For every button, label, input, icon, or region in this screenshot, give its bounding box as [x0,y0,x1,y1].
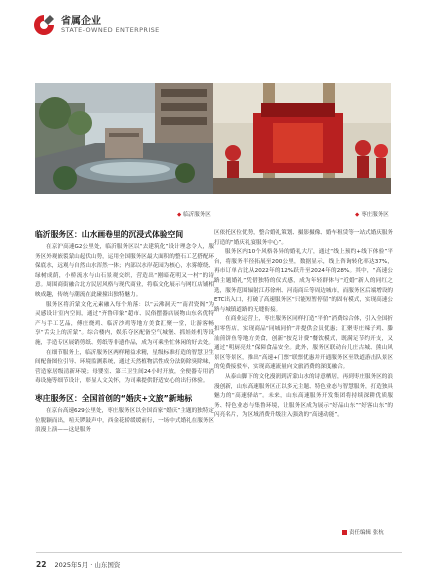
photo-caption: ◆ 临沂服务区 [177,212,211,218]
brand-logo-icon [33,14,55,36]
editor-credit: 责任编辑 张杭 [342,528,384,536]
section-heading: 枣庄服务区：全国首创的“婚庆+文旅”新地标 [35,393,193,403]
section-subtitle: STATE-OWNED ENTERPRISE [61,26,160,34]
body-paragraph: 区依托区位优势，整合婚礼策划、摄影摄像、婚车租赁等一站式婚庆服务打造的“婚庆礼宴服务中心”。 [214,230,394,246]
footer-divider [36,552,402,553]
body-paragraph: 从泰山脚下的文化漫润到沂蒙山水的诗意栖居，再到枣庄服务区的浪漫创新，山东高速服务区正以多元主题、特色业态与智慧服务，打造独具魅力的“高速驿站”。未来，山东高速服务开发集团将持续深耕优质服务、特色业态与集鲁环境，让服务区成为展示“好品山东”“好客山东”的闪亮名片，为区域消费升级注入强劲的“高速动能”。 [214,373,394,419]
issue-info: 2025年5月 · 山东国资 [54,561,121,569]
body-paragraph: 服务区将沂蒙文化元素融入每个角落：以“云沸洞天”“南君瓷阁”为灵感设计室内空间，通过“齐鲁印象”超市、民俗摆器店展物山东名优特产与手工艺品，傅庄烧鸡、临沂沙鸡等地方美食汇聚一堂，让游客畅享“舌尖上的沂蒙”。综合楼内，娱乐夺区配备空气城堡、抓娃娃机等设施，手造专区展销剪纸、剪纸等非遗作品，成为可乘坐忙休闲的好去处。 [35,301,215,346]
body-paragraph: 在京台高速629公里处，枣庄服务区以全国首家“婚庆”主题的独特定位脱颖而出，喧天锣鼓声中，西金花轿缓缓前行，一场中式婚礼在服务区浪漫上演——这是服务 [35,407,215,434]
photo-zaozhuang-wedding [213,83,391,194]
section-heading: 临沂服务区：山水画卷里的沉浸式体验空间 [35,230,184,239]
end-mark-icon [342,530,347,535]
left-column [35,229,214,436]
body-paragraph: 在商业运营上，枣庄服务区同样打造“平价”消费综合体，引入全国折扣零售店，实现商品“同城同价”并提供会员优惠；汇聚枣庄辣子鸡、滕汕煎饼鱼等地方美食，创新“按克计费”餐饮模式，既满足节约开支，又通过“明厨亮灶”保障食品安全。此外，服务区联动台儿庄古城、熊山风景区等景区，推出“高速+门票”联票优惠并开通服务区至铁道游击队景区的免费接驳车，实现高速流量向文旅消费的深度融合。 [214,316,394,371]
section-title: 省属企业 [61,16,101,27]
body-paragraph: 在细节服务上，临沂服务区两样精益求精，星级标准打造的智慧卫生间配备图位引导、环境监测系统，通过天然植物活性成分法防除臭除味，营造家居级清新环境；母婴室、第三卫生间24小时开放，全便器专用消毒设施等细节设计，彰显人文关怀，为司乘提供舒适安心的出行体验。 [35,349,215,385]
right-column [214,229,393,421]
body-paragraph: 在京沪高速G2公里处，临沂服务区以“去建筑化”设计理念令人，服务区外观嵌裂蒙山起伏山势，运用全国服务区最大面积的整石工艺搭配环保底水，远观与自然山水浑然一体；内部以水岸花园为核心，水雾缭绕、绿树成荫，小桥流水与山石景观交织，营造出“刚暗花明又一村”的诗意。周围商街融合北方民居风格与现代商业，将临文化展示与网红店铺相映成趣，传统与潮流在此碰撞出独特魅力。 [35,244,215,298]
page-number: 22 [36,560,47,569]
body-paragraph: 服务区内10个风格各异的婚礼大厅，通过“线上预约+线下体验”平台，将服务半径拓展至200公里，数据显示，线上咨询转化率达37%，再市订单占比从2022年的12%跃升至2024年的28%。其中，“高速公路主题婚礼”凭借独特的仪式感，成为年轻群体与“近婚”新人的同红之选，服务范围辐射江苏徐州、河南商丘等周边城市，而服务区后端增设的ETC出入口，打破了高速服务区“只能短暂停留”的固有模式，实现高速公路与城镇道路的无缝衔接。 [214,249,394,313]
photo-linyi-service-area [35,83,213,194]
photo-caption: ◆ 枣庄服务区 [355,212,389,218]
page-footer [36,560,120,569]
